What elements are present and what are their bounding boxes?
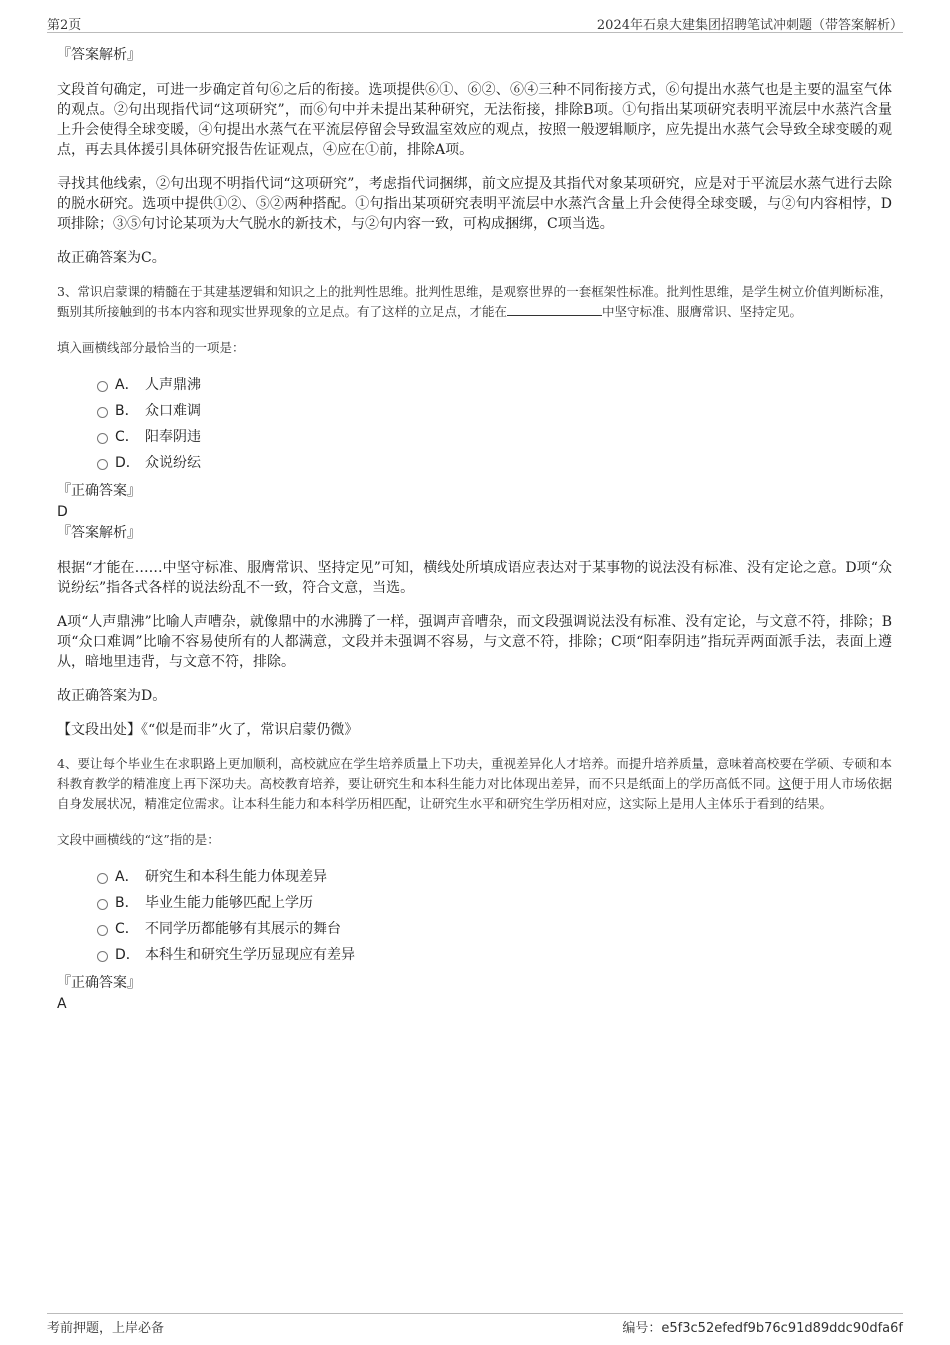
radio-icon[interactable] (97, 873, 108, 884)
q3-analysis-paragraph-1: 根据“才能在……中坚守标准、服膺常识、坚持定见”可知，横线处所填成语应表达对于某事物的说法没有标准、没有定论之意。D项“众说纷纭”指各式各样的说法纷乱不一致，符合文意，当选。 (57, 560, 892, 596)
document-title: 2024年石泉大建集团招聘笔试冲刺题（带答案解析） (596, 18, 903, 33)
page-header (47, 12, 903, 33)
q3-stem-after: 中坚守标准、服膺常识、坚持定见。 (602, 304, 803, 319)
q3-analysis-conclusion: 故正确答案为D。 (57, 688, 167, 704)
q3-correct-label: 『正确答案』 (57, 483, 141, 499)
q4-option-b[interactable]: B． 毕业生能力能够匹配上学历 (57, 890, 892, 916)
page-footer (47, 1313, 903, 1336)
q3-blank (507, 303, 602, 316)
q3-analysis-label: 『答案解析』 (57, 525, 141, 541)
q2-analysis-paragraph-2: 寻找其他线索，②句出现不明指代词“这项研究”，考虑指代词捆绑，前文应提及其指代对象某项研究，应是对于平流层水蒸气进行去除的脱水研究。选项中提供①②、⑤②两种搭配。①句指出某项研究表明平流层中水蒸汽含量上升会使得全球变暖，与②句内容相悖，D项排除；③⑤句讨论某项为大气脱水的新技术，与②句内容一致，可构成捆绑，C项当选。 (57, 176, 892, 232)
q3-option-c[interactable]: C． 阳奉阴违 (57, 424, 892, 450)
q4-correct-answer: A (57, 996, 67, 1012)
q3-correct-answer: D (57, 504, 68, 520)
q4-option-c[interactable]: C． 不同学历都能够有其展示的舞台 (57, 916, 892, 942)
q3-options (57, 372, 892, 476)
q4-prompt: 文段中画横线的“这”指的是： (57, 832, 220, 847)
page-content (57, 44, 892, 1014)
q4-stem-before: 4、要让每个毕业生在求职路上更加顺利，高校就应在学生培养质量上下功夫，重视差异化人才培养。而提升培养质量，意味着高校要在学硕、专硕和本科教育教学的精准度上再下深功夫。高校教育培养，要让研究生和本科生能力对比体现出差异，而不只是纸面上的学历高低不同。 (57, 756, 892, 791)
q3-source: 【文段出处】《“似是而非”火了，常识启蒙仍微》 (57, 722, 359, 738)
q4-stem (57, 754, 892, 814)
radio-icon[interactable] (97, 407, 108, 418)
document-code: 编号：e5f3c52efedf9b76c91d89ddc90dfa6f (622, 1321, 903, 1336)
radio-icon[interactable] (97, 925, 108, 936)
q4-underlined-word: 这 (778, 776, 791, 791)
q3-option-a[interactable]: A． 人声鼎沸 (57, 372, 892, 398)
q4-correct-label: 『正确答案』 (57, 975, 141, 991)
q3-prompt: 填入画横线部分最恰当的一项是： (57, 340, 245, 355)
radio-icon[interactable] (97, 433, 108, 444)
q3-stem (57, 282, 892, 322)
q3-option-d[interactable]: D． 众说纷纭 (57, 450, 892, 476)
q3-stem-before: 3、常识启蒙课的精髓在于其建基逻辑和知识之上的批判性思维。批判性思维，是观察世界的一套框架性标准。批判性思维，是学生树立价值判断标准，甄别其所接触到的书本内容和现实世界现象的立足点。有了这样的立足点，才能在 (57, 284, 892, 319)
q4-option-a[interactable]: A． 研究生和本科生能力体现差异 (57, 864, 892, 890)
q2-analysis-label: 『答案解析』 (57, 47, 141, 63)
radio-icon[interactable] (97, 899, 108, 910)
q2-analysis-conclusion: 故正确答案为C。 (57, 250, 166, 266)
q4-stem-after: 便于用人市场依据自身发展状况，精准定位需求。让本科生能力和本科学历相匹配，让研究生水平和研究生学历相对应，这实际上是用人主体乐于看到的结果。 (57, 776, 892, 811)
q3-analysis-paragraph-2: A项“人声鼎沸”比喻人声嘈杂，就像鼎中的水沸腾了一样，强调声音嘈杂，而文段强调说法没有标准、没有定论，与文意不符，排除；B项“众口难调”比喻不容易使所有的人都满意，文段并未强调不容易，与文意不符，排除；C项“阳奉阴违”指玩弄两面派手法，表面上遵从，暗地里违背，与文意不符，排除。 (57, 614, 892, 670)
radio-icon[interactable] (97, 951, 108, 962)
radio-icon[interactable] (97, 381, 108, 392)
q2-analysis-paragraph-1: 文段首句确定，可进一步确定首句⑥之后的衔接。选项提供⑥①、⑥②、⑥④三种不同衔接方式，⑥句提出水蒸气也是主要的温室气体的观点。②句出现指代词“这项研究”，而⑥句中并未提出某种研究，无法衔接，排除B项。①句指出某项研究表明平流层中水蒸汽含量上升会使得全球变暖，④句提出水蒸气在平流层停留会导致温室效应的观点，按照一般逻辑顺序，应先提出水蒸气会导致全球变暖的观点，再去具体援引具体研究报告佐证观点，④应在①前，排除A项。 (57, 82, 892, 158)
radio-icon[interactable] (97, 459, 108, 470)
footer-note: 考前押题，上岸必备 (47, 1321, 165, 1336)
q4-options (57, 864, 892, 968)
q4-option-d[interactable]: D． 本科生和研究生学历显现应有差异 (57, 942, 892, 968)
q3-option-b[interactable]: B． 众口难调 (57, 398, 892, 424)
page-number: 第2页 (47, 18, 82, 33)
